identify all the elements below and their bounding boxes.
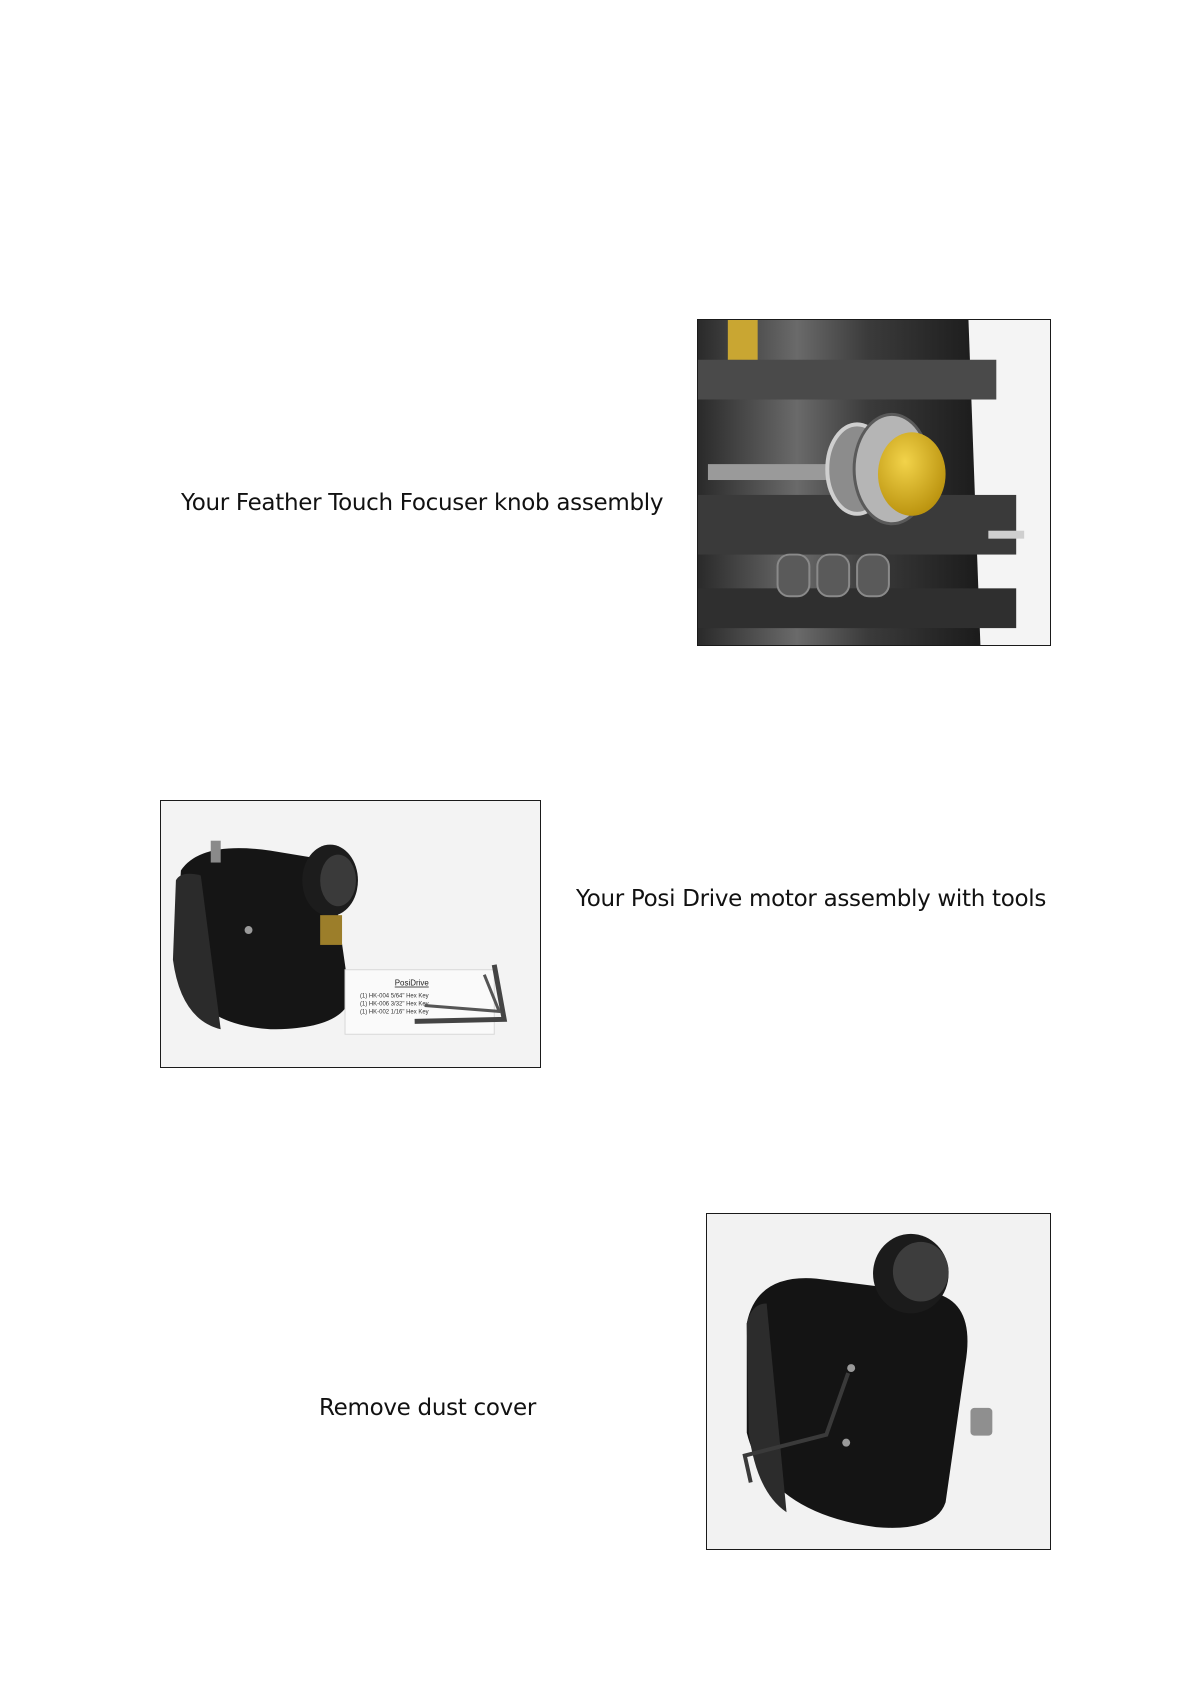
tool-bag-line: (1) HK-002 1/16" Hex Key bbox=[359, 1009, 429, 1016]
tool-bag-title: PosiDrive bbox=[394, 978, 429, 988]
focuser-knob-photo bbox=[697, 319, 1051, 646]
caption-remove-dust-cover: Remove dust cover bbox=[319, 1395, 536, 1421]
tool-bag-line: (1) HK-006 3/32" Hex Key bbox=[359, 1001, 429, 1008]
caption-focuser-knob: Your Feather Touch Focuser knob assembly bbox=[181, 490, 664, 516]
tool-bag-line: (1) HK-004 5/64" Hex Key bbox=[359, 993, 429, 1000]
dust-cover-removal-photo bbox=[706, 1213, 1051, 1550]
caption-motor-assembly: Your Posi Drive motor assembly with tools bbox=[576, 886, 1047, 912]
motor-assembly-photo bbox=[160, 800, 541, 1068]
